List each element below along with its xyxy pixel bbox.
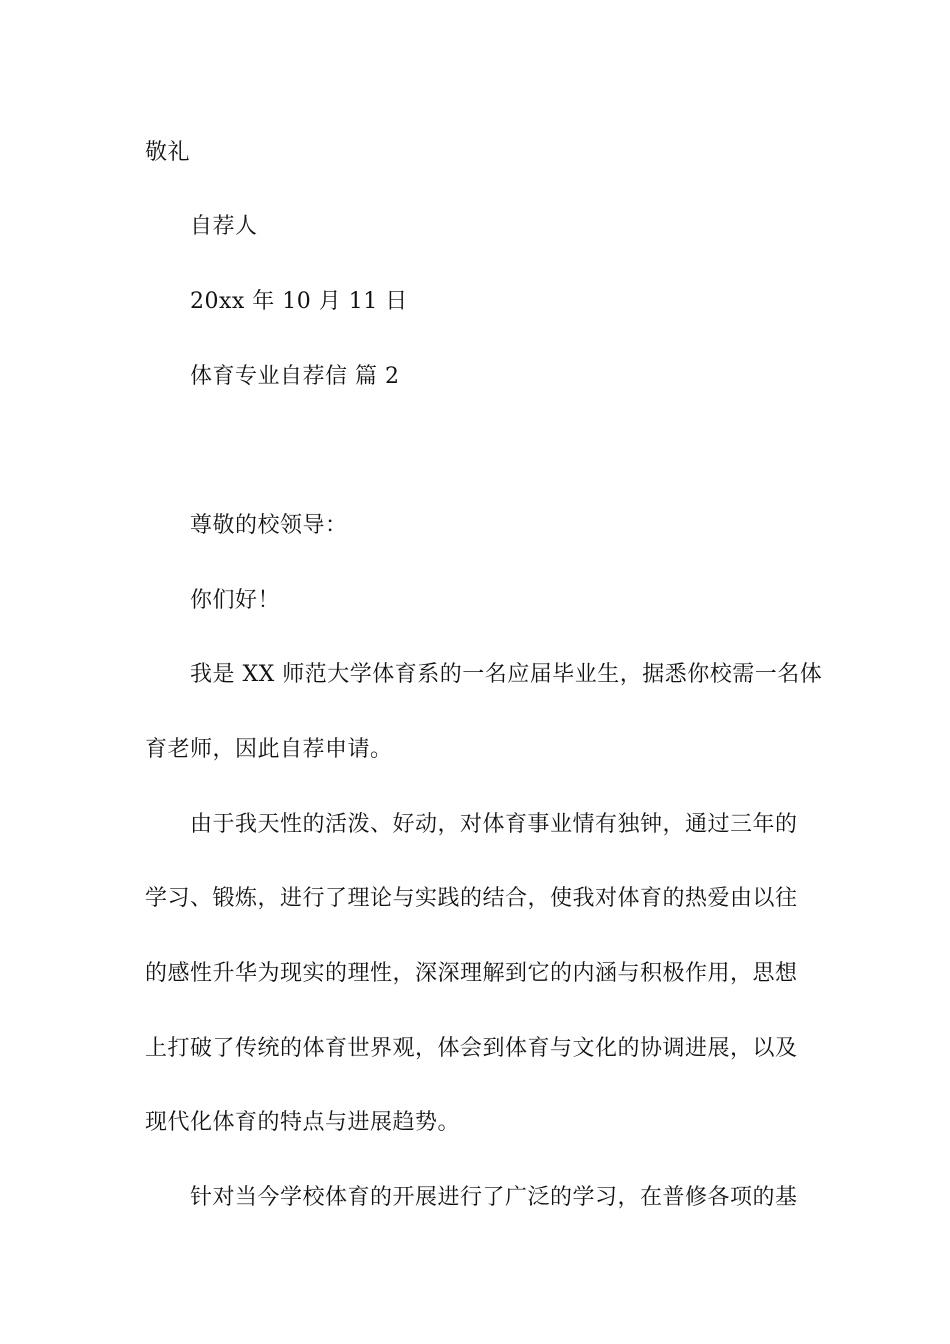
- signature-text: 自荐人: [190, 214, 258, 239]
- paragraph-1-line-1: 我是 XX 师范大学体育系的一名应届毕业生，据悉你校需一名体: [190, 662, 823, 687]
- greeting-text: 你们好！: [190, 588, 281, 613]
- paragraph-2-line-5: 现代化体育的特点与进展趋势。: [145, 1110, 461, 1135]
- paragraph-2-line-1: 由于我天性的活泼、好动，对体育事业情有独钟，通过三年的: [190, 812, 798, 837]
- paragraph-2-line-3: 的感性升华为现实的理性，深深理解到它的内涵与积极作用，思想: [145, 961, 798, 986]
- paragraph-2-line-2: 学习、锻炼，进行了理论与实践的结合，使我对体育的热爱由以往: [145, 886, 798, 911]
- salutation-text: 尊敬的校领导：: [190, 513, 348, 538]
- paragraph-1-line-2: 育老师，因此自荐申请。: [145, 737, 393, 762]
- paragraph-3-line-1: 针对当今学校体育的开展进行了广泛的学习，在普修各项的基: [190, 1185, 798, 1210]
- section-title: 体育专业自荐信 篇 2: [190, 364, 400, 389]
- date-text: 20xx 年 10 月 11 日: [190, 289, 408, 314]
- closing-text: 敬礼: [145, 140, 191, 165]
- paragraph-2-line-4: 上打破了传统的体育世界观，体会到体育与文化的协调进展，以及: [145, 1036, 798, 1061]
